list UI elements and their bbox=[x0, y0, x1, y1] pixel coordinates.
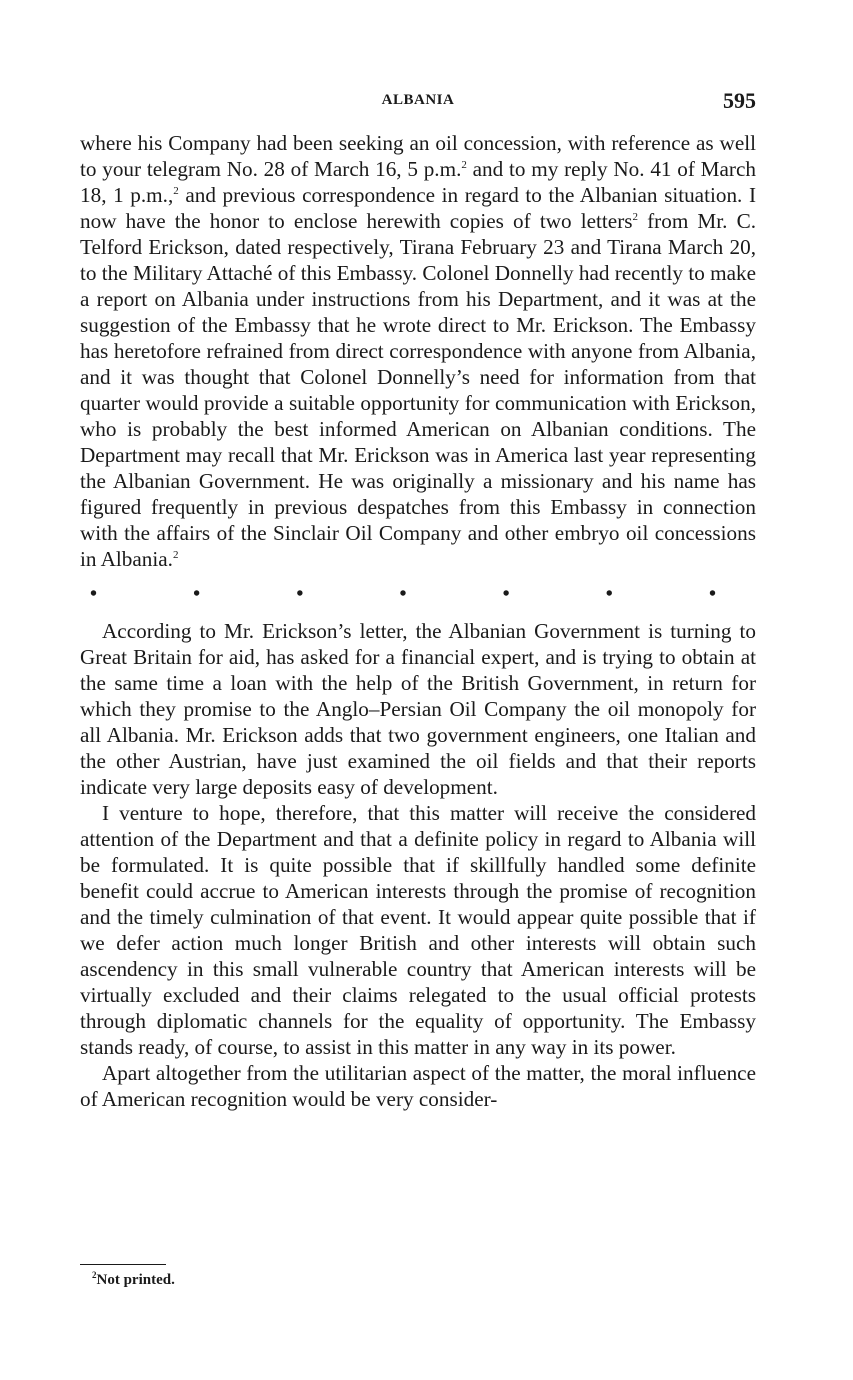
omission-dot: • bbox=[193, 583, 201, 605]
omission-dots bbox=[80, 584, 756, 604]
footnote-ref: 2 bbox=[632, 210, 638, 223]
text-run: where his Company had been seeking an oil concession, with reference as well to your telegram No. 28 of March 16, 5 p.m. bbox=[80, 131, 756, 181]
omission-dot: • bbox=[708, 583, 716, 605]
footnote bbox=[92, 1272, 175, 1289]
text-run: and to my reply No. 41 of March 18, 1 p.m., bbox=[80, 157, 756, 207]
page-header bbox=[80, 88, 756, 118]
page-number: 595 bbox=[723, 88, 756, 113]
footnote-divider bbox=[80, 1264, 166, 1265]
omission-dot: • bbox=[502, 583, 510, 605]
paragraph bbox=[80, 1060, 756, 1112]
text-run: and previous correspondence in regard to the Albanian situation. I now have the honor to enclose herewith copies of two letters bbox=[80, 183, 756, 233]
footnote-ref: 2 bbox=[173, 184, 179, 197]
text-run: According to Mr. Erickson’s letter, the Albanian Government is turning to Great Britain for aid, has asked for a financial expert, and is trying to obtain at the same time a loan with the help of the British Government, in return for which they promise to the Anglo–Persian Oil Company the oil monopoly for all Albania. Mr. Erickson adds that two government engineers, one Italian and the other Austrian, have just examined the oil fields and that their reports indicate very large deposits easy of development. bbox=[80, 619, 756, 799]
footnote-text: Not printed. bbox=[96, 1272, 175, 1288]
omission-dot: • bbox=[296, 583, 304, 605]
text-run: from Mr. C. Telford Erickson, dated respectively, Tirana February 23 and Tirana March 20, to the Military Attaché of this Embassy. Colonel Donnelly had recently to make a report on Albania under instructions from his Department, and it was at the suggestion of the Embassy that he wrote direct to Mr. Erickson. The Embassy has heretofore refrained from direct correspondence with anyone from Albania, and it was thought that Colonel Donnelly’s need for information from that quarter would provide a suitable opportunity for communication with Erickson, who is probably the best informed American on Albanian conditions. The Department may recall that Mr. Erickson was in America last year representing the Albanian Government. He was originally a missionary and his name has figured frequently in previous despatches from this Embassy in connection with the affairs of the Sinclair Oil Company and other embryo oil concessions in Albania. bbox=[80, 209, 757, 571]
omission-dot: • bbox=[399, 583, 407, 605]
footnote-ref: 2 bbox=[461, 158, 467, 171]
footnote-ref: 2 bbox=[172, 548, 179, 561]
omission-dot: • bbox=[90, 583, 98, 605]
running-head: ALBANIA bbox=[381, 92, 455, 108]
body-text bbox=[80, 130, 756, 1112]
omission-dot: • bbox=[605, 583, 613, 605]
paragraph bbox=[80, 130, 756, 572]
paragraph bbox=[80, 618, 756, 800]
paragraph bbox=[80, 800, 756, 1060]
text-run: I venture to hope, therefore, that this matter will receive the considered attention of the Department and that a definite policy in regard to Albania will be formulated. It is quite possible that if skillfully handled some definite benefit could accrue to American interests through the promise of recognition and the timely culmination of that event. It would appear quite possible that if we defer action much longer British and other interests will obtain such ascendency in this small vulnerable country that American interests will be virtually excluded and their claims relegated to the usual official protests through diplomatic channels for the equality of opportunity. The Embassy stands ready, of course, to assist in this matter in any way in its power. bbox=[80, 801, 756, 1059]
footnote-marker: 2 bbox=[92, 1270, 97, 1280]
text-run: Apart altogether from the utilitarian aspect of the matter, the moral influence of American recognition would be very consider- bbox=[80, 1061, 756, 1111]
